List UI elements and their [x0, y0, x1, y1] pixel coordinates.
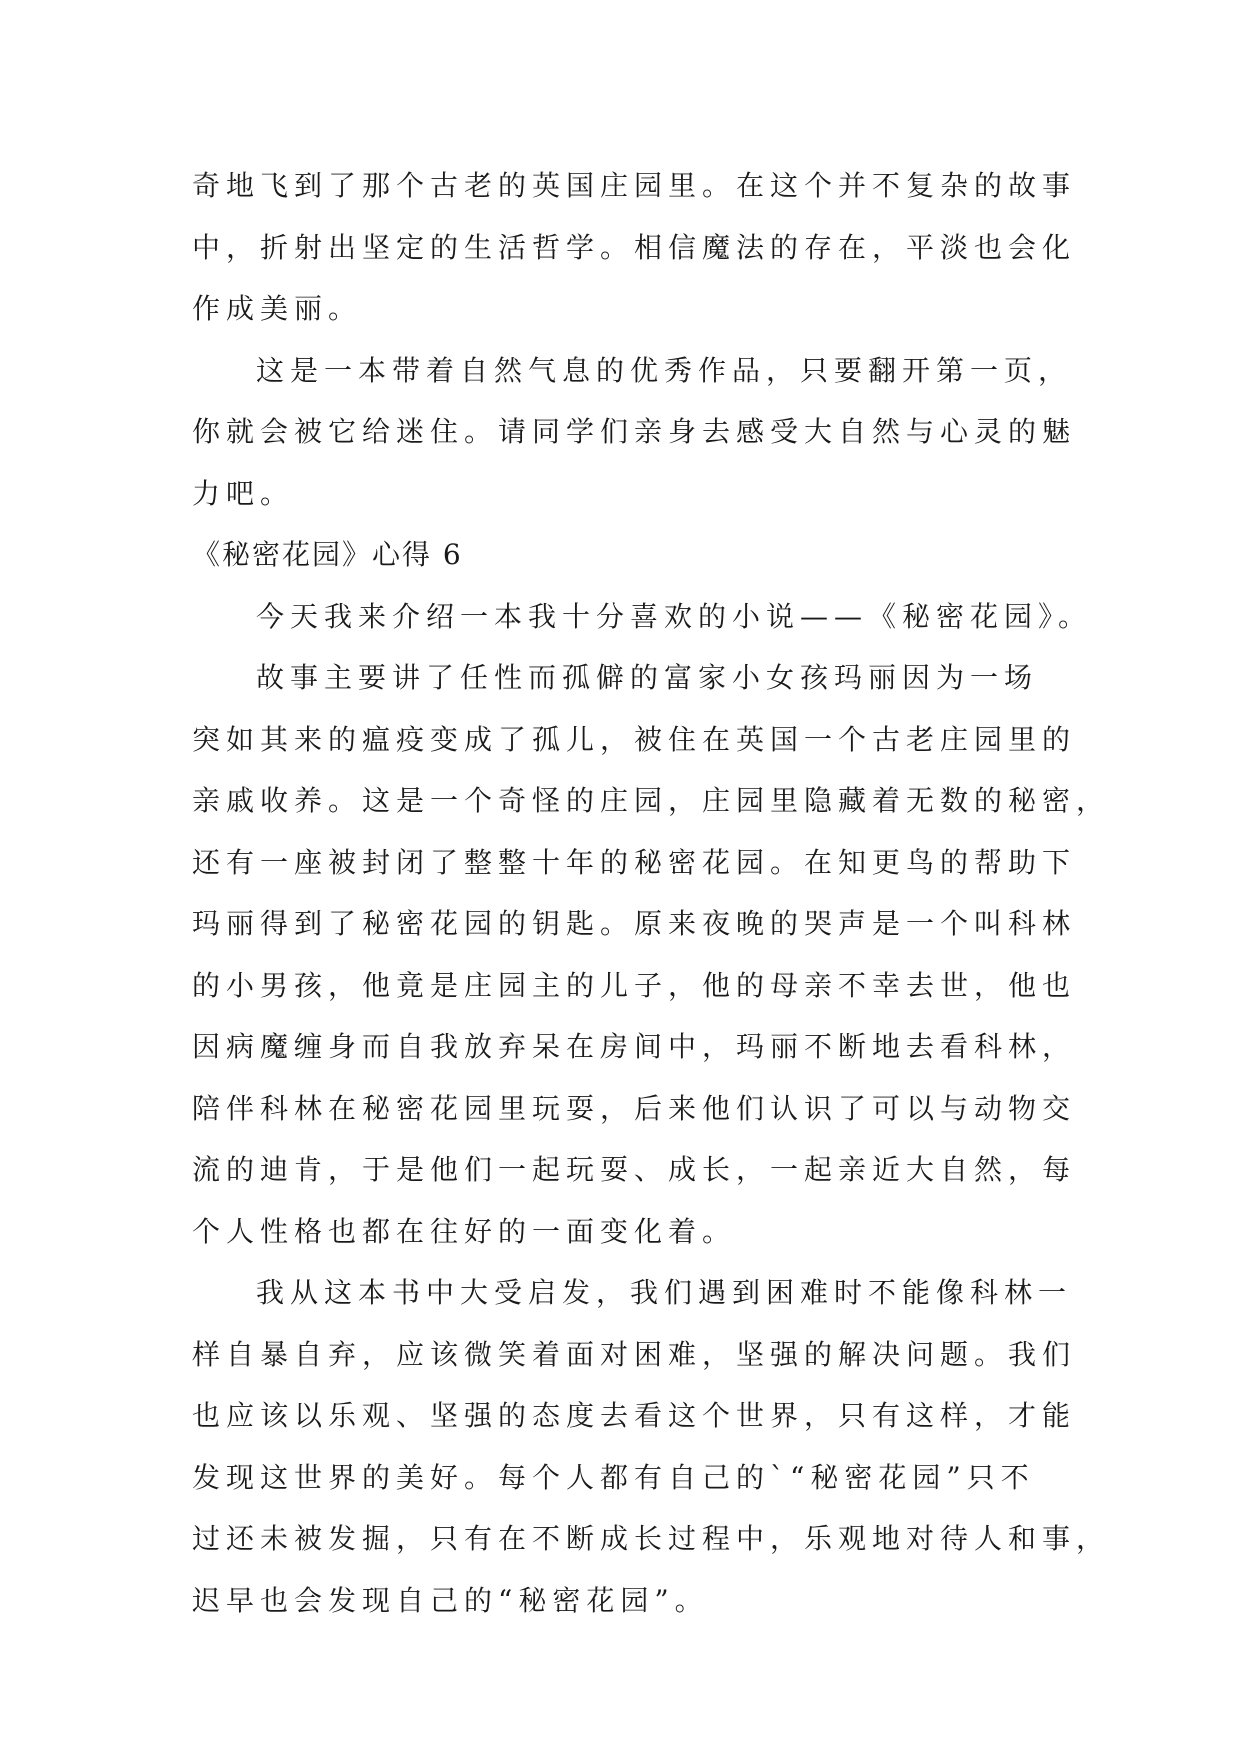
text-line: 这是一本带着自然气息的优秀作品，只要翻开第一页， [256, 353, 1073, 387]
paragraph-3 [192, 586, 1093, 648]
text-line: 过还未被发掘，只有在不断成长过程中，乐观地对待人和事， [192, 1522, 1111, 1555]
text-line: 流的迪肯，于是他们一起玩耍、成长，一起亲近大自然，每 [192, 1153, 1077, 1186]
document-body [192, 155, 1111, 1631]
paragraph-4 [192, 647, 1111, 1262]
paragraph-2 [192, 340, 1077, 525]
text-line: 因病魔缠身而自我放弃呆在房间中，玛丽不断地去看科林， [192, 1030, 1077, 1063]
text-line: 的小男孩，他竟是庄园主的儿子，他的母亲不幸去世，他也 [192, 968, 1077, 1002]
text-line: 陪伴科林在秘密花园里玩耍，后来他们认识了可以与动物交 [192, 1091, 1077, 1125]
text-line: 还有一座被封闭了整整十年的秘密花园。在知更鸟的帮助下 [192, 845, 1077, 879]
paragraph-1 [192, 155, 1077, 340]
text-line: 也应该以乐观、坚强的态度去看这个世界，只有这样，才能 [192, 1399, 1077, 1432]
text-line: 奇地飞到了那个古老的英国庄园里。在这个并不复杂的故事 [192, 169, 1077, 202]
section-title: 《秘密花园》心得 6 [192, 538, 463, 571]
text-line: 力吧。 [192, 476, 295, 510]
text-line: 今天我来介绍一本我十分喜欢的小说——《秘密花园》。 [256, 599, 1093, 633]
text-line: 发现这世界的美好。每个人都有自己的`“秘密花园”只不 [192, 1460, 1035, 1494]
text-line: 故事主要讲了任性而孤僻的富家小女孩玛丽因为一场 [256, 661, 1039, 694]
text-line: 中，折射出坚定的生活哲学。相信魔法的存在，平淡也会化 [192, 230, 1077, 264]
text-line: 作成美丽。 [192, 292, 363, 325]
text-line: 亲戚收养。这是一个奇怪的庄园，庄园里隐藏着无数的秘密， [192, 784, 1111, 817]
paragraph-5 [192, 1262, 1111, 1631]
text-line: 玛丽得到了秘密花园的钥匙。原来夜晚的哭声是一个叫科林 [192, 907, 1077, 940]
text-line: 迟早也会发现自己的“秘密花园”。 [192, 1583, 709, 1617]
text-line: 我从这本书中大受启发，我们遇到困难时不能像科林一 [256, 1276, 1073, 1309]
text-line: 突如其来的瘟疫变成了孤儿，被住在英国一个古老庄园里的 [192, 722, 1077, 756]
text-line: 个人性格也都在往好的一面变化着。 [192, 1214, 737, 1248]
text-line: 你就会被它给迷住。请同学们亲身去感受大自然与心灵的魅 [192, 415, 1077, 448]
section-heading [192, 524, 1072, 586]
text-line: 样自暴自弃，应该微笑着面对困难，坚强的解决问题。我们 [192, 1337, 1077, 1371]
